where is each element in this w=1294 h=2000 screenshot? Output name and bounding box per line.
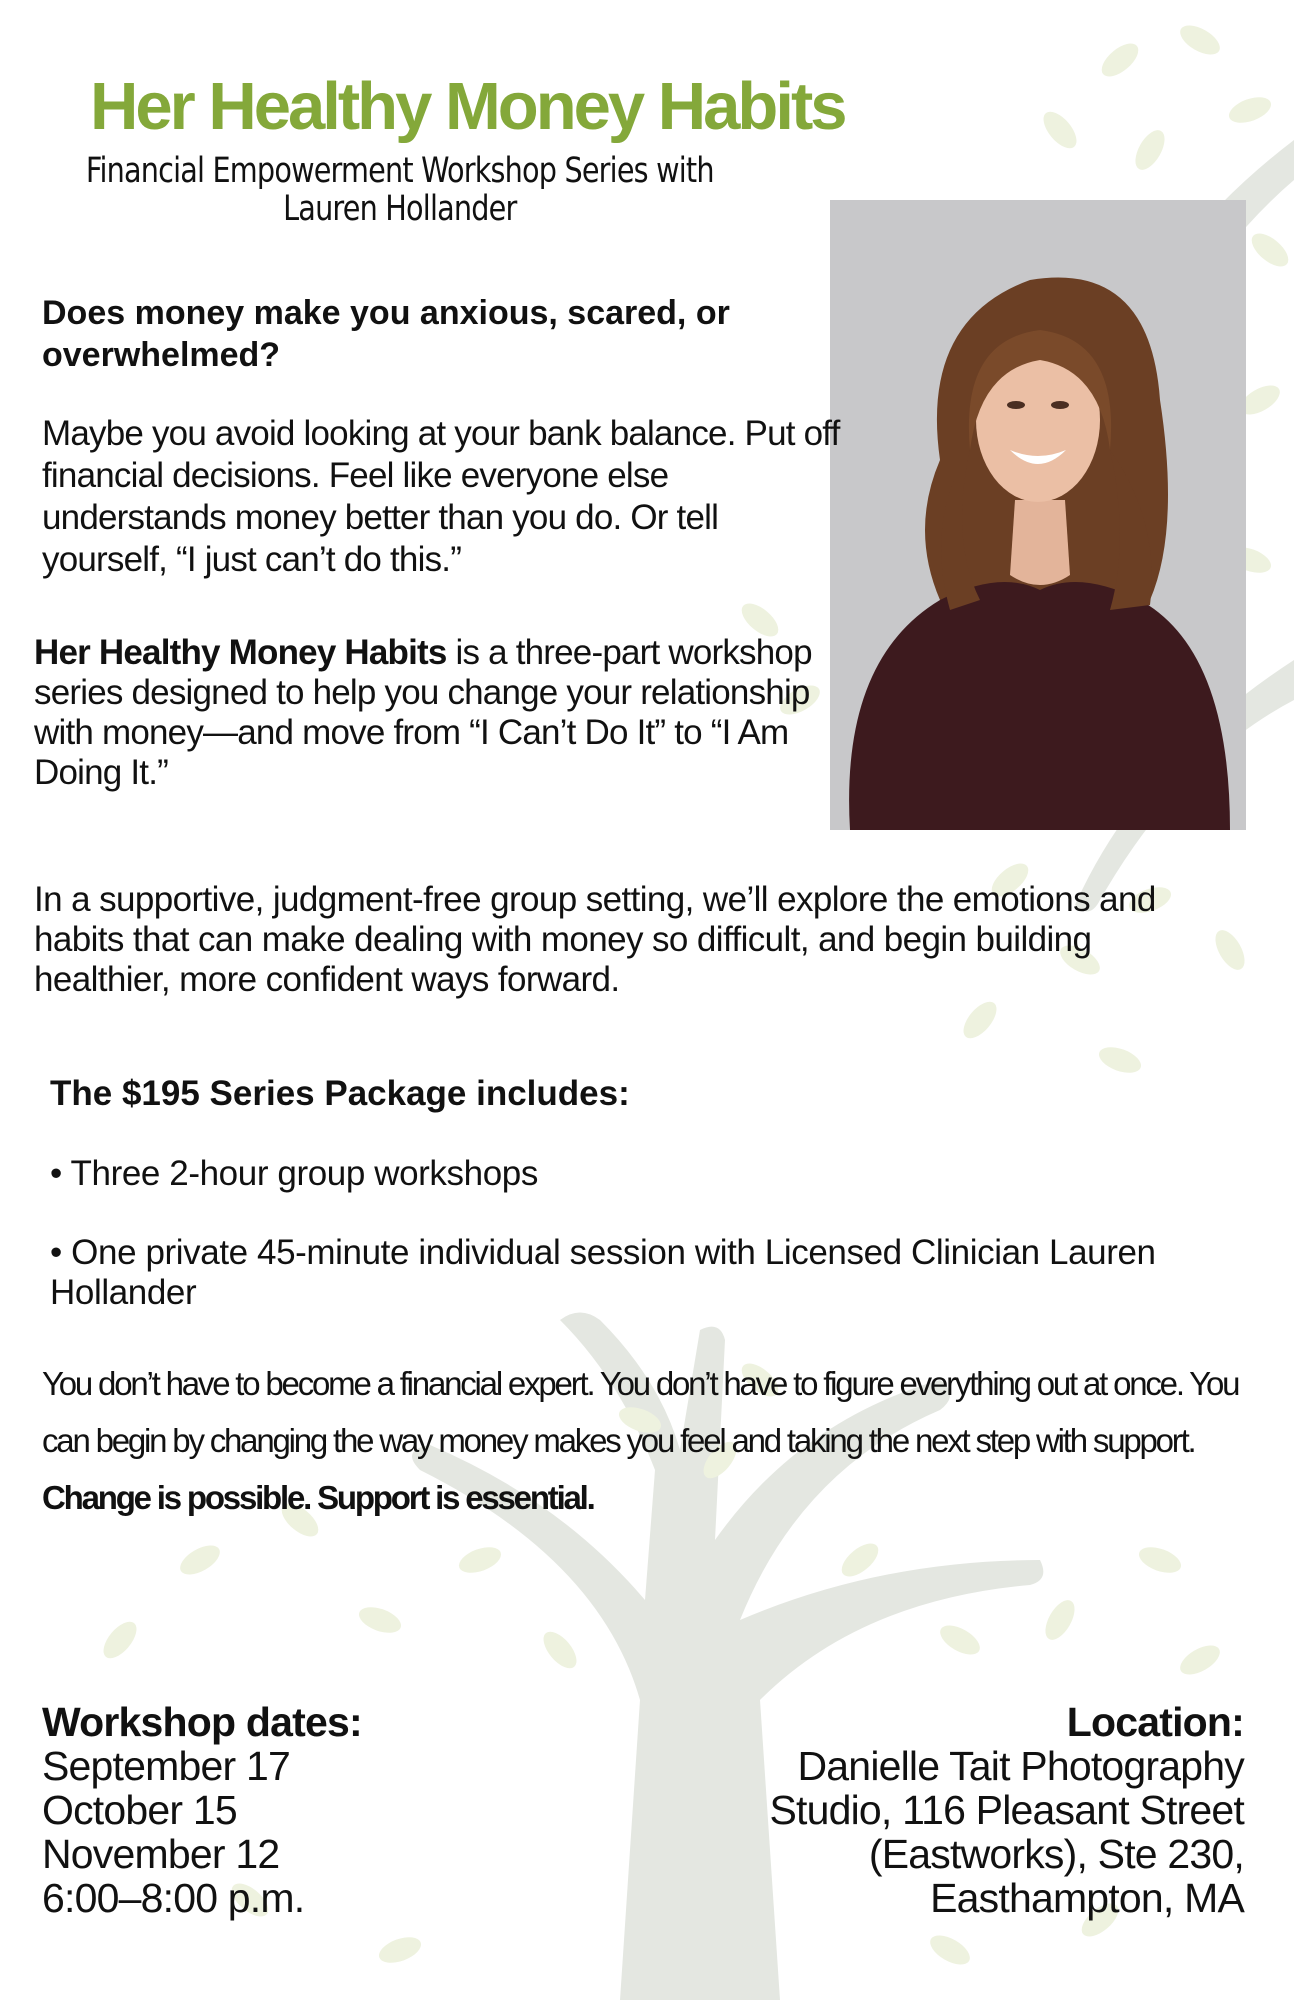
- series-paragraph: [34, 633, 824, 793]
- location: [684, 1700, 1244, 1920]
- workshop-date: October 15: [42, 1787, 237, 1833]
- package-heading: The $195 Series Package includes:: [50, 1074, 630, 1113]
- closing-emphasis: Change is possible. Support is essential.: [42, 1479, 594, 1516]
- intro-question: Does money make you anxious, scared, or overwhelmed?: [42, 294, 730, 374]
- subtitle-line-2: Lauren Hollander: [283, 189, 517, 229]
- closing-text: You don’t have to become a financial expert. You don’t have to figure everything out at once. You can begin by changing the way money makes you feel and taking the next step with support.: [42, 1365, 1239, 1459]
- subtitle-line-1: Financial Empowerment Workshop Series with: [85, 151, 714, 191]
- package-item: • Three 2-hour group workshops: [50, 1154, 538, 1193]
- series-description: is a three-part workshop series designed to help you change your relationship with money—and move from “I Can’t Do It” to “I Am Doing It.”: [34, 633, 812, 792]
- workshop-date: November 12: [42, 1831, 280, 1877]
- workshop-dates: [42, 1700, 542, 1920]
- location-line: Studio, 116 Pleasant Street: [769, 1787, 1244, 1833]
- presenter-photo: [830, 200, 1246, 830]
- intro-paragraph: Maybe you avoid looking at your bank balance. Put off financial decisions. Feel like everyone else understands money better than you do. Or tell yourself, “I just can’t do this.”: [42, 414, 840, 579]
- location-heading: Location:: [1066, 1699, 1244, 1745]
- workshop-date: September 17: [42, 1743, 290, 1789]
- location-line: Danielle Tait Photography: [797, 1743, 1244, 1789]
- subtitle: [80, 152, 720, 228]
- group-paragraph: In a supportive, judgment-free group setting, we’ll explore the emotions and habits that can make dealing with money so difficult, and begin building healthier, more confident ways forward.: [34, 880, 1156, 999]
- closing-paragraph: [42, 1355, 1262, 1526]
- series-name: Her Healthy Money Habits: [34, 633, 447, 672]
- location-line: (Eastworks), Ste 230,: [868, 1831, 1244, 1877]
- workshop-time: 6:00–8:00 p.m.: [42, 1875, 305, 1921]
- page-title: Her Healthy Money Habits: [90, 69, 845, 144]
- workshop-dates-heading: Workshop dates:: [42, 1699, 362, 1745]
- package-item: • One private 45-minute individual session with Licensed Clinician Lauren Hollander: [50, 1233, 1156, 1312]
- location-line: Easthampton, MA: [930, 1875, 1244, 1921]
